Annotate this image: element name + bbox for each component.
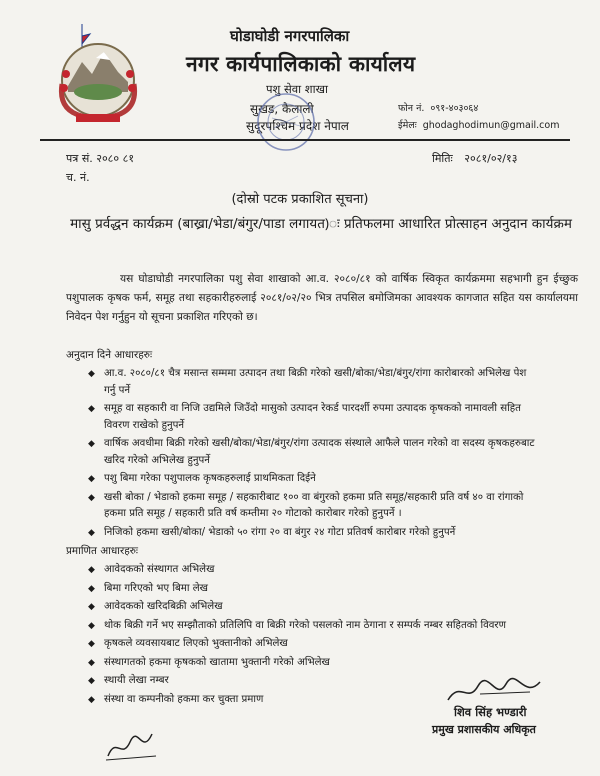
address-line-1: सुखड, कैलाली [250,102,314,116]
email-line [398,118,559,131]
address-line-2: सुदूरपश्चिम प्रदेश नेपाल [246,119,349,133]
notice-paragraph: यस घोडाघोडी नगरपालिका पशु सेवा शाखाको आ.व. २०८०/८१ को वार्षिक स्विकृत कार्यक्रममा सहभागी हुन ईच्छुक पशुपालक कृषक फर्म, समूह तथा सहकारीहरुलाई २०८१/०२/२० भित्र तपसिल बमोजिमका आवश्यक कागजात सहित यस कार्यालयमा निवेदन पेश गर्नुहुन यो सूचना प्रकाशित गरिएको छ। [66,273,578,323]
letter-date [432,151,517,166]
bullet-icon: ◆ [88,492,95,503]
signatory-title: प्रमुख प्रशासकीय अधिकृत [432,723,536,736]
date-value: २०८१/०२/१३ [464,152,518,165]
letter-number: पत्र सं. २०८० ८१ [66,152,135,165]
bullet-icon: ◆ [88,676,95,686]
list-item: ◆ निजिको हकमा खसी/बोका/ भेडाको ५० रांगा २० वा बंगुर २४ गोटा प्रतिवर्ष कारोबार गरेको हुनुपर्ने [0,525,540,542]
evidence-heading: प्रमाणित आधारहरुः [66,545,139,557]
list-item: ◆ आ.व. २०८०/८१ चैत्र मसान्त सम्ममा उत्पादन तथा बिक्री गरेको खसी/बोका/भेडा/बंगुर/रांगा कारोबारको अभिलेख पेश गर्नु पर्ने [88,368,527,396]
phone-line [398,101,478,114]
bullet-icon: ◆ [88,602,95,612]
list-item: ◆ समूह वा सहकारी वा निजि उद्यमिले जिउँदो मासुको उत्पादन रेकर्ड पारदर्शी रुपमा उत्पादक कृषकको नामावली सहित विवरण राखेको हुनुपर्ने [88,403,521,431]
notice-title: मासु प्रर्वद्धन कार्यक्रम (बाख्रा/भेडा/बंगुर/पाडा लगायत)ः प्रतिफलमा आधारित प्रोत्साहन अनुदान कार्यक्रम [70,216,572,232]
notice-label: (दोस्रो पटक प्रकाशित सूचना) [231,192,369,207]
phone-number: ०९१-४०३०६४ [430,103,479,114]
list-item: ◆ पशु बिमा गरेका पशुपालक कृषकहरुलाई प्राथमिकता दिईने [0,471,540,488]
signatory-name: शिव सिंह भण्डारी [454,705,527,719]
initials-icon [102,726,162,766]
date-label: मितिः [432,152,453,165]
signature-icon [440,676,550,706]
list-item: ◆ आवेदकको खरिदबिक्री अभिलेख [0,599,540,616]
bullet-icon: ◆ [88,404,95,414]
office-stamp-icon [250,88,320,154]
bullet-icon: ◆ [88,620,95,631]
bullet-icon: ◆ [88,565,95,575]
list-item: ◆ संस्थागतको हकमा कृषकको खातामा भुक्तानी गरेको अभिलेख [0,655,540,672]
bullet-icon: ◆ [88,369,95,379]
bullet-icon: ◆ [88,657,95,668]
list-item: ◆ थोक बिक्री गर्ने भए सम्झौताको प्रतिलिपि वा बिक्री गरेको पसलको नाम ठेगाना र सम्पर्क नम्बर सहितको विवरण [0,618,540,635]
phone-label: फोन नं. [398,103,425,114]
bullet-icon: ◆ [88,639,95,649]
dispatch-number: च. नं. [66,171,90,184]
bullet-icon: ◆ [88,439,95,449]
municipality-name: घोडाघोडी नगरपालिका [230,27,350,45]
email-label: ईमेलः [398,120,417,131]
office-name: नगर कार्यपालिकाको कार्यालय [186,52,416,76]
basis-heading: अनुदान दिने आधारहरुः [66,349,153,361]
basis-list [0,366,540,543]
list-item: ◆ बिमा गरिएको भए बिमा लेख [0,581,540,598]
bullet-icon: ◆ [88,474,95,484]
section-name: पशु सेवा शाखा [266,82,328,96]
email-address: ghodaghodimun@gmail.com [422,120,560,131]
bullet-icon: ◆ [88,583,95,594]
list-item: ◆ वार्षिक अवधीमा बिक्री गरेको खसी/बोका/भेडा/बंगुर/रांगा उत्पादक संस्थाले आफैले पालन गरेको वा सदस्य कृषकहरुबाट खरिद गरेको अभिलेख हुनुपर्ने [88,438,535,466]
nepal-emblem-icon [52,22,144,124]
header-divider [40,139,570,141]
bullet-icon: ◆ [88,527,95,538]
list-item: ◆ खसी बोका / भेडाको हकमा समूह / सहकारीबाट १०० वा बंगुरको हकमा प्रति समूह/सहकारी प्रति वर्ष ४० वा रांगाको हकमा प्रति समूह / सहकारी प्रति वर्ष कम्तीमा २० गोटाको कारोबार गरेको हुनुपर्ने । [88,491,524,519]
list-item: ◆ कृषकले व्यवसायबाट लिएको भुक्तानीको अभिलेख [0,636,540,653]
list-item: ◆ स्थायी लेखा नम्बर [0,673,540,690]
bullet-icon: ◆ [88,694,95,705]
list-item: ◆ आवेदकको संस्थागत अभिलेख [0,562,540,579]
list-item: ◆ संस्था वा कम्पनीको हकमा कर चुक्ता प्रमाण [0,692,540,709]
